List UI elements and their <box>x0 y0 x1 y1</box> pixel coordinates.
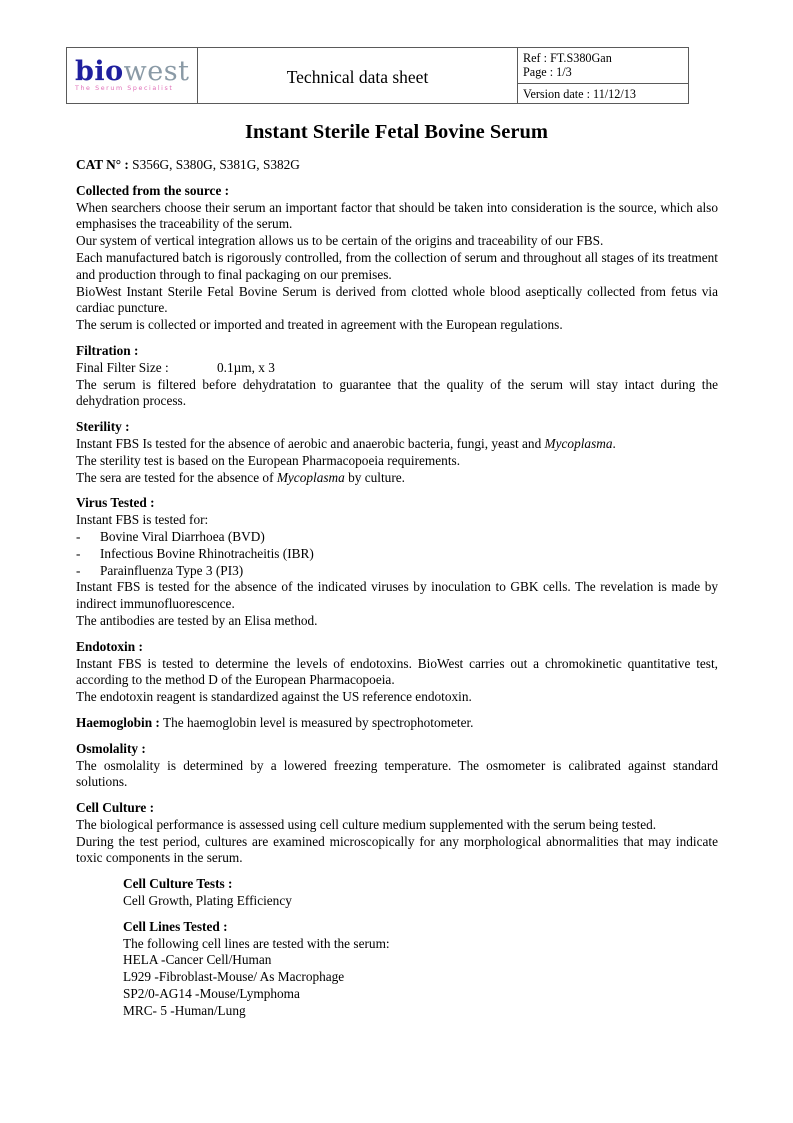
text: The sera are tested for the absence of <box>76 469 277 485</box>
document-body <box>76 157 718 1029</box>
section-cell-culture-tests <box>123 876 718 910</box>
section-heading: Osmolality : <box>76 740 146 756</box>
bullet-dash: - <box>76 562 81 578</box>
logo-tagline: The Serum Specialist <box>75 84 174 92</box>
section-heading: Cell Culture : <box>76 800 155 816</box>
paragraph: The endotoxin reagent is standardized against the US reference endotoxin. <box>76 689 472 705</box>
paragraph: Instant FBS is tested for: <box>76 512 209 528</box>
section-haemoglobin <box>76 715 718 732</box>
paragraph: The serum is filtered before dehydratation to guarantee that the quality of the serum will stay intact during the dehydration process. <box>76 376 718 409</box>
document-header <box>66 47 689 104</box>
text: . <box>612 435 616 451</box>
paragraph: Instant FBS is tested for the absence of the indicated viruses by inoculation to GBK cells. The revelation is made by indirect immunofluorescence. <box>76 579 718 612</box>
list-item <box>76 529 718 546</box>
doc-type: Technical data sheet <box>198 48 518 103</box>
ref-block <box>518 48 688 103</box>
section-sterility <box>76 419 718 486</box>
logo-wordmark <box>75 55 197 87</box>
bullet-dash: - <box>76 528 81 544</box>
subsection-heading: Cell Lines Tested : <box>123 918 228 934</box>
list-item-text: Infectious Bovine Rhinotracheitis (IBR) <box>100 545 314 561</box>
cell-line-item: HELA -Cancer Cell/Human <box>123 952 272 968</box>
paragraph: BioWest Instant Sterile Fetal Bovine Serum is derived from clotted whole blood aseptically collected from fetus via cardiac puncture. <box>76 283 718 316</box>
emphasis: Mycoplasma <box>276 469 345 485</box>
cell-line-item: L929 -Fibroblast-Mouse/ As Macrophage <box>123 969 345 985</box>
cat-value: S356G, S380G, S381G, S382G <box>128 157 300 172</box>
paragraph: The haemoglobin level is measured by spectrophotometer. <box>159 714 474 730</box>
paragraph: Each manufactured batch is rigorously controlled, from the collection of serum and throughout all stages of its treatment and production through to final packaging on our premises. <box>76 249 718 282</box>
paragraph: During the test period, cultures are examined microscopically for any morphological abnormalities that may indicate toxic components in the serum. <box>76 833 718 866</box>
filter-size-row <box>76 360 718 377</box>
paragraph <box>76 470 718 487</box>
paragraph: The biological performance is assessed using cell culture medium supplemented with the serum being tested. <box>76 816 657 832</box>
paragraph: The serum is collected or imported and treated in agreement with the European regulations. <box>76 317 563 333</box>
cat-number <box>76 157 718 174</box>
emphasis: Mycoplasma <box>544 435 613 451</box>
paragraph: The osmolality is determined by a lowered freezing temperature. The osmometer is calibrated against standard solutions. <box>76 757 718 790</box>
paragraph: The following cell lines are tested with the serum: <box>123 935 390 951</box>
section-heading: Virus Tested : <box>76 495 155 511</box>
document-title: Instant Sterile Fetal Bovine Serum <box>245 121 548 143</box>
section-heading: Filtration : <box>76 342 139 358</box>
list-item-text: Bovine Viral Diarrhoea (BVD) <box>100 528 265 544</box>
version-date: Version date : 11/12/13 <box>523 87 636 101</box>
paragraph: When searchers choose their serum an important factor that should be taken into consideration is the source, which also emphasises the traceability of the serum. <box>76 199 718 232</box>
cell-line-item: SP2/0-AG14 -Mouse/Lymphoma <box>123 986 300 1002</box>
text: by culture. <box>344 469 405 485</box>
logo-bio: bio <box>75 55 124 87</box>
section-heading: Haemoglobin : <box>76 714 160 730</box>
paragraph: Instant FBS is tested to determine the levels of endotoxins. BioWest carries out a chromokinetic quantitative test, according to the method D of the European Pharmacopoeia. <box>76 655 718 688</box>
text: Instant FBS Is tested for the absence of aerobic and anaerobic bacteria, fungi, yeast and <box>76 435 545 451</box>
section-filtration <box>76 343 718 410</box>
section-heading: Sterility : <box>76 419 130 435</box>
section-cell-culture <box>76 800 718 867</box>
cell-line-item: MRC- 5 -Human/Lung <box>123 1002 246 1018</box>
list-item <box>76 546 718 563</box>
cat-label: CAT N° : <box>76 157 129 172</box>
section-cell-lines <box>123 919 718 1020</box>
section-heading: Collected from the source : <box>76 182 230 198</box>
filter-size-value: 0.1µm, x 3 <box>217 359 275 375</box>
filter-size-label: Final Filter Size : <box>76 359 169 375</box>
paragraph: The sterility test is based on the European Pharmacopoeia requirements. <box>76 452 461 468</box>
paragraph: Our system of vertical integration allows us to be certain of the origins and traceability of our FBS. <box>76 233 604 249</box>
section-osmolality <box>76 741 718 791</box>
list-item-text: Parainfluenza Type 3 (PI3) <box>100 562 244 578</box>
subsection-heading: Cell Culture Tests : <box>123 876 233 892</box>
paragraph: Cell Growth, Plating Efficiency <box>123 893 292 909</box>
list-item <box>76 563 718 580</box>
section-collected <box>76 183 718 334</box>
ref-number: Ref : FT.S380Gan <box>523 51 612 65</box>
section-virus <box>76 495 718 629</box>
section-endotoxin <box>76 639 718 706</box>
paragraph: The antibodies are tested by an Elisa method. <box>76 612 318 628</box>
ref-page-cell <box>518 48 688 84</box>
logo-west: west <box>123 55 190 87</box>
bullet-dash: - <box>76 545 81 561</box>
biowest-logo <box>67 48 198 103</box>
section-heading: Endotoxin : <box>76 638 143 654</box>
page-number: Page : 1/3 <box>523 65 572 79</box>
paragraph <box>76 436 718 453</box>
